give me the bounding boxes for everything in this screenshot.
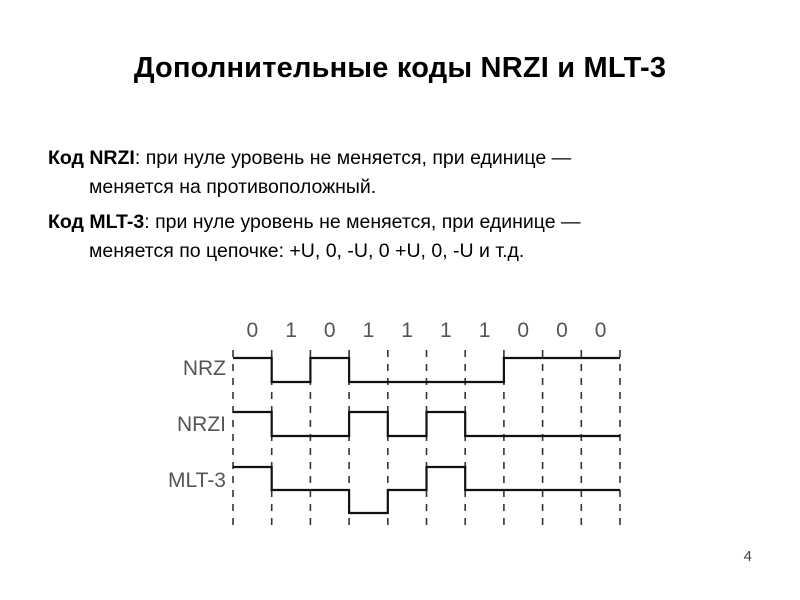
- bit-label: 0: [556, 319, 568, 342]
- bit-label: 1: [478, 319, 491, 342]
- nrzi-description-line1: : при нуле уровень не меняется, при единице —: [134, 147, 572, 169]
- nrzi-term: Код NRZI: [48, 147, 135, 169]
- bit-label: 0: [246, 319, 259, 342]
- bit-label: 0: [323, 319, 336, 342]
- bit-label: 1: [362, 319, 375, 342]
- mlt3-description-line2: меняется по цепочке: +U, 0, -U, 0 +U, 0, -U и т.д.: [89, 240, 525, 262]
- bit-label: 1: [285, 319, 297, 342]
- signal-label: NRZI: [177, 413, 226, 436]
- mlt3-term: Код MLT-3: [48, 211, 145, 233]
- mlt3-description-line1: : при нуле уровень не меняется, при единице —: [144, 211, 581, 233]
- bit-label: 0: [517, 319, 530, 342]
- signal-label: MLT-3: [168, 469, 226, 492]
- nrzi-description-line2: меняется на противоположный.: [89, 176, 377, 198]
- bit-label: 1: [440, 319, 452, 342]
- slide-title: Дополнительные коды NRZI и MLT-3: [133, 52, 667, 84]
- signal-waveform: [233, 412, 620, 436]
- bit-label: 1: [401, 319, 413, 342]
- signal-label: NRZ: [182, 357, 226, 380]
- page-number: 4: [743, 548, 752, 565]
- bit-label: 0: [594, 319, 607, 342]
